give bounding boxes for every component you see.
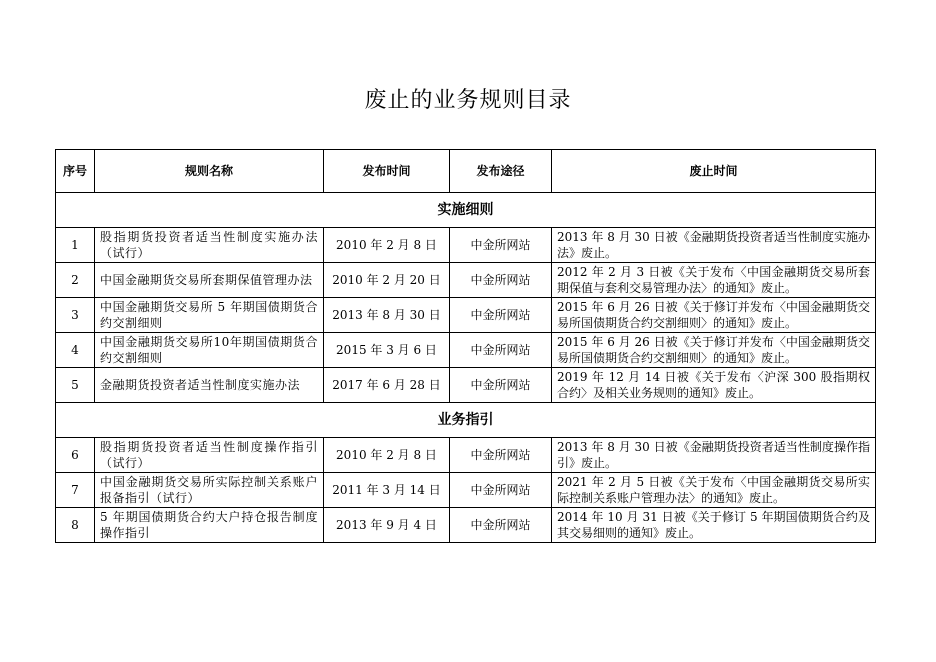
cell-publish-channel: 中金所网站	[450, 473, 552, 508]
table-row	[56, 333, 876, 368]
cell-publish-date: 2017 年 6 月 28 日	[324, 368, 450, 403]
cell-serial-number: 1	[56, 228, 95, 263]
cell-serial-number: 6	[56, 438, 95, 473]
document-title: 废止的业务规则目录	[364, 88, 572, 113]
table-row	[56, 473, 876, 508]
table-row	[56, 368, 876, 403]
cell-publish-date: 2010 年 2 月 20 日	[324, 263, 450, 298]
cell-serial-number: 2	[56, 263, 95, 298]
table-row	[56, 263, 876, 298]
cell-publish-date: 2015 年 3 月 6 日	[324, 333, 450, 368]
section-title: 实施细则	[56, 193, 876, 228]
cell-abolished-time: 2014 年 10 月 31 日被《关于修订 5 年期国债期货合约及其交易细则的通知》废止。	[552, 508, 876, 543]
cell-serial-number: 7	[56, 473, 95, 508]
cell-serial-number: 4	[56, 333, 95, 368]
cell-rule-name: 股指期货投资者适当性制度实施办法（试行）	[95, 228, 324, 263]
cell-publish-channel: 中金所网站	[450, 508, 552, 543]
cell-abolished-time: 2015 年 6 月 26 日被《关于修订并发布〈中国金融期货交易所国债期货合约交割细则〉的通知》废止。	[552, 333, 876, 368]
table-row	[56, 228, 876, 263]
cell-publish-channel: 中金所网站	[450, 263, 552, 298]
cell-abolished-time: 2012 年 2 月 3 日被《关于发布〈中国金融期货交易所套期保值与套利交易管理办法〉的通知》废止。	[552, 263, 876, 298]
rules-table	[55, 149, 876, 543]
section-row-implementation-rules	[56, 193, 876, 228]
cell-publish-date: 2010 年 2 月 8 日	[324, 438, 450, 473]
cell-publish-channel: 中金所网站	[450, 368, 552, 403]
cell-rule-name: 中国金融期货交易所10年期国债期货合约交割细则	[95, 333, 324, 368]
cell-rule-name: 金融期货投资者适当性制度实施办法	[95, 368, 324, 403]
cell-rule-name: 中国金融期货交易所实际控制关系账户报备指引（试行）	[95, 473, 324, 508]
header-publish-channel: 发布途径	[450, 150, 552, 193]
cell-abolished-time: 2019 年 12 月 14 日被《关于发布〈沪深 300 股指期权合约〉及相关业务规则的通知》废止。	[552, 368, 876, 403]
section-row-business-guidelines	[56, 403, 876, 438]
cell-publish-date: 2011 年 3 月 14 日	[324, 473, 450, 508]
cell-abolished-time: 2013 年 8 月 30 日被《金融期货投资者适当性制度实施办法》废止。	[552, 228, 876, 263]
table-header-row	[56, 150, 876, 193]
cell-rule-name: 5 年期国债期货合约大户持仓报告制度操作指引	[95, 508, 324, 543]
table-row	[56, 438, 876, 473]
section-title: 业务指引	[56, 403, 876, 438]
header-rule-name: 规则名称	[95, 150, 324, 193]
cell-rule-name: 中国金融期货交易所套期保值管理办法	[95, 263, 324, 298]
cell-rule-name: 股指期货投资者适当性制度操作指引（试行）	[95, 438, 324, 473]
cell-serial-number: 8	[56, 508, 95, 543]
cell-publish-date: 2013 年 8 月 30 日	[324, 298, 450, 333]
cell-abolished-time: 2021 年 2 月 5 日被《关于发布〈中国金融期货交易所实际控制关系账户管理办法〉的通知》废止。	[552, 473, 876, 508]
cell-publish-channel: 中金所网站	[450, 228, 552, 263]
cell-abolished-time: 2015 年 6 月 26 日被《关于修订并发布〈中国金融期货交易所国债期货合约交割细则〉的通知》废止。	[552, 298, 876, 333]
table-row	[56, 508, 876, 543]
cell-rule-name: 中国金融期货交易所 5 年期国债期货合约交割细则	[95, 298, 324, 333]
cell-publish-date: 2010 年 2 月 8 日	[324, 228, 450, 263]
cell-publish-date: 2013 年 9 月 4 日	[324, 508, 450, 543]
cell-publish-channel: 中金所网站	[450, 298, 552, 333]
cell-publish-channel: 中金所网站	[450, 333, 552, 368]
cell-abolished-time: 2013 年 8 月 30 日被《金融期货投资者适当性制度操作指引》废止。	[552, 438, 876, 473]
cell-serial-number: 5	[56, 368, 95, 403]
cell-publish-channel: 中金所网站	[450, 438, 552, 473]
table-row	[56, 298, 876, 333]
header-serial-number: 序号	[56, 150, 95, 193]
cell-serial-number: 3	[56, 298, 95, 333]
header-publish-date: 发布时间	[324, 150, 450, 193]
header-abolished-time: 废止时间	[552, 150, 876, 193]
